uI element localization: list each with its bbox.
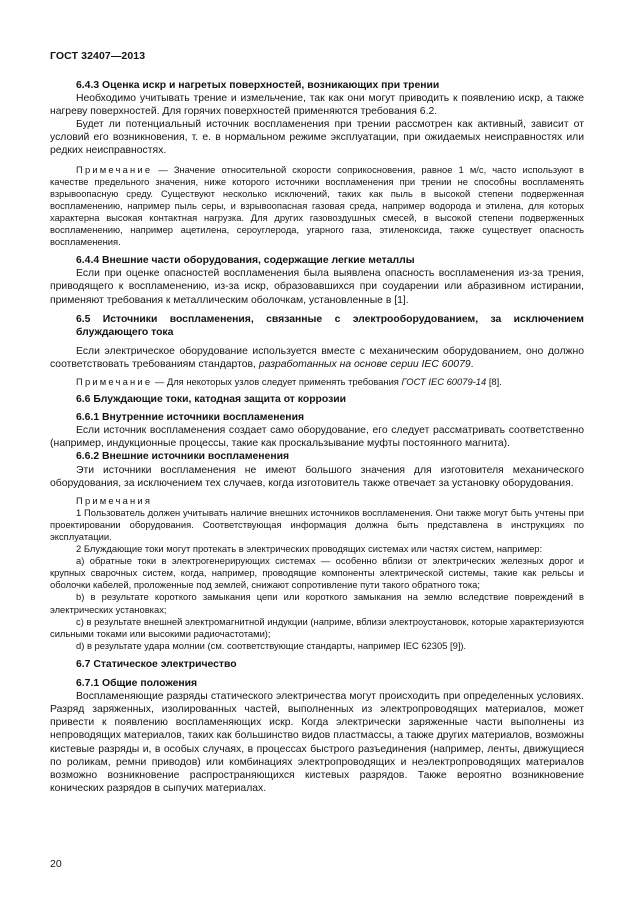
note-text: [8].	[486, 375, 502, 387]
section-title-6-4-3: 6.4.3 Оценка искр и нагретых поверхностей, возникающих при трении	[76, 80, 440, 91]
note	[50, 164, 584, 249]
note-item-2b: b) в результате короткого замыкания цепи или короткого замыкания на землю вследствие повреждений в электрических установках;	[50, 591, 584, 615]
paragraph: Если при оценке опасностей воспламенения была выявлена опасность воспламенения из-за трения, приводящего к воспламенению, из-за искр, образовавшихся при соударении или абразивном истирании, применяют требования к металлическим оболочкам, установленные в [1].	[50, 268, 584, 306]
paragraph: Будет ли потенциальный источник воспламенения при трении рассмотрен как активный, зависит от условий его возникновения, т. е. в нормальном режиме эксплуатации, при ожидаемых неисправностях или редких неисправностях.	[50, 119, 584, 157]
section-title-6-5: 6.5 Источники воспламенения, связанные с электрооборудованием, за исключением блуждающего тока	[76, 313, 584, 338]
section-title-6-6-2: 6.6.2 Внешние источники воспламенения	[76, 451, 290, 463]
page-content	[50, 79, 584, 795]
paragraph: Эти источники воспламенения не имеют большого значения для изготовителя механического оборудования, за исключением тех случаев, когда изготовитель также отвечает за установку оборудования.	[50, 464, 584, 489]
note	[50, 376, 584, 388]
section-title-6-7: 6.7 Статическое электричество	[76, 658, 237, 670]
note-item-2: 2 Блуждающие токи могут протекать в электрических проводящих системах или частях систем, например:	[76, 543, 543, 555]
note-item-1: 1 Пользователь должен учитывать наличие внешних источников воспламенения. Они также могут быть учтены при проектировании оборудования. Соответствующая информация должна быть представлена в инструкциях по эксплуатации.	[50, 506, 584, 542]
paragraph: Если источник воспламенения создает само оборудование, его следует рассматривать соответственно (например, индукционные процессы, такие как проскальзывание муфты постоянного магнита).	[50, 425, 584, 450]
text-run-italic: разработанных на основе серии IEC 60079	[258, 358, 471, 370]
section-title-6-7-1: 6.7.1 Общие положения	[76, 678, 198, 690]
text-run: Если электрическое оборудование используется вместе с механическим оборудованием, оно должно соответствовать требованиям стандартов,	[50, 345, 584, 370]
notes-label: Примечания	[76, 494, 153, 506]
note-label: Примечание	[76, 163, 153, 175]
page-number: 20	[50, 858, 62, 870]
section-title-6-4-4: 6.4.4 Внешние части оборудования, содержащие легкие металлы	[76, 255, 415, 267]
paragraph: Воспламеняющие разряды статического электричества могут происходить при определенных условиях. Разряд заряженных, изолированных частей, выполненных из электропроводящих материалов, может привести к появлению воспламеняющих искр. Когда электрически заряженные части выполнены из непроводящих материалов, таких как большинство видов пластмассы, а также других материалов, возможны кистевые разряды и, в особых случаях, в процессах быстрого разъединения (например, ленты, движущиеся по роликам, ремни приводов) или комбинациях электропроводящих и неэлектропроводящих материалов возможно возникновение распространяющихся кистевых разрядов. Также вероятно возникновение конических разрядов в сыпучих материалах.	[50, 691, 584, 794]
note-item-2c: с) в результате внешней электромагнитной индукции (наприме, вблизи электроустановок, которые характеризуются сильными токами или высокими радиочастотами);	[50, 615, 584, 639]
section-title-6-6: 6.6 Блуждающие токи, катодная защита от коррозии	[76, 394, 347, 406]
paragraph	[50, 345, 584, 371]
text-run: .	[470, 358, 474, 370]
note-text-italic: ГОСТ IEC 60079-14	[401, 375, 487, 387]
paragraph: Необходимо учитывать трение и измельчение, так как они могут приводить к появлению искр, а также нагреву поверхностей. Для горячих поверхностей применяются требования 6.2.	[50, 93, 584, 118]
section-title-6-6-1: 6.6.1 Внутренние источники воспламенения	[76, 412, 305, 424]
note-item-2a: а) обратные токи в электрогенерирующих системах — особенно вблизи от электрических железных дорог и крупных сварочных систем, когда, например, проводящие компоненты электрической системы, такие как рельсы и оболочки кабелей, проложенные под землей, снижают сопротивление пути такого обратного тока;	[50, 555, 584, 591]
note-text: — Для некоторых узлов следует применять требования	[152, 375, 402, 387]
note-label: Примечание	[76, 375, 153, 387]
note-text: — Значение относительной скорости соприкосновения, равное 1 м/с, часто используют в качестве предельного значения, ниже которого источники воспламенения при трении не способны воспламенять взрывоопасную среду. Существуют несколько исключений, таких как пыль в высокой степени подверженная воспламенению, например пыль серы, и взрывоопасная газовая среда, например водорода и этилена, для которых характерна высокая контактная нагрузка. Для других газовоздушных смесей, в высокой степени подверженных воспламенению, например ацетилена, сероуглерода, угарного газа, этиленоксида, также существует опасность воспламенения.	[50, 163, 584, 248]
document-header: ГОСТ 32407—2013	[50, 50, 146, 62]
note-item-2d: d) в результате удара молнии (см. соответствующие стандарты, например IEC 62305 [9]).	[76, 639, 467, 651]
